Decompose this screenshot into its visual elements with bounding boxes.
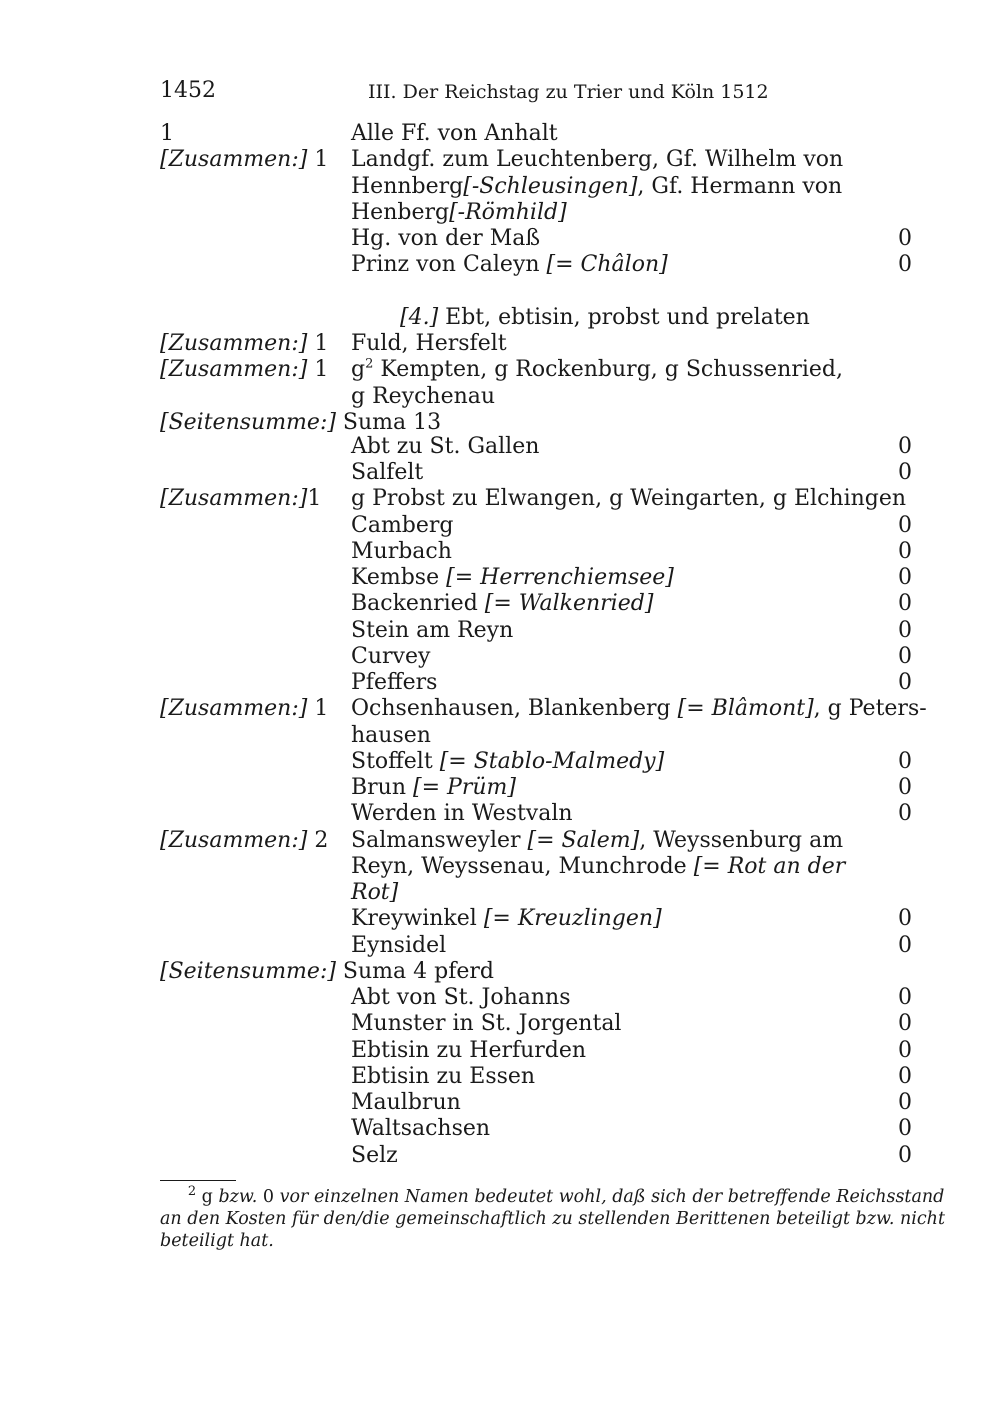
entry-value: 0: [898, 460, 912, 485]
entry-value: 0: [898, 1064, 912, 1089]
entry-name: Ochsenhausen, Blankenberg [= Blâmont], g Peters-: [351, 696, 927, 721]
entry-name: Selz: [351, 1143, 398, 1168]
entry-value: 0: [898, 591, 912, 616]
entry-name: Brun [= Prüm]: [351, 775, 516, 800]
entry-name: Hg. von der Maß: [351, 226, 541, 251]
entry-name: g Reychenau: [351, 384, 496, 409]
zusammen-label: [Zusammen:]1: [160, 486, 322, 511]
entry-name: Salfelt: [351, 460, 424, 485]
entry-value: 0: [898, 1011, 912, 1036]
page-number: 1452: [160, 78, 216, 103]
entry-name: Abt zu St. Gallen: [351, 434, 540, 459]
entry-value: 0: [898, 1143, 912, 1168]
zusammen-label: [Zusammen:] 2: [160, 828, 329, 853]
entry-name: Kembse [= Herrenchiemsee]: [351, 565, 674, 590]
entry-name: Werden in Westvaln: [351, 801, 573, 826]
entry-name: Rot]: [351, 880, 399, 905]
entry-name: Kreywinkel [= Kreuzlingen]: [351, 906, 662, 931]
entry-name: Stoffelt [= Stablo-Malmedy]: [351, 749, 665, 774]
entry-value: 0: [898, 933, 912, 958]
page-sum: [Seitensumme:] Suma 13: [160, 410, 442, 435]
entry-value: 0: [898, 749, 912, 774]
entry-value: 0: [898, 1038, 912, 1063]
entry-name: Fuld, Hersfelt: [351, 331, 507, 356]
entry-name: Waltsachsen: [351, 1116, 491, 1141]
entry-value: 0: [898, 539, 912, 564]
entry-name: Ebtisin zu Essen: [351, 1064, 536, 1089]
zusammen-label: [Zusammen:] 1: [160, 357, 329, 382]
entry-name: Camberg: [351, 513, 454, 538]
entry-name: Pfeffers: [351, 670, 438, 695]
footnote-text: an den Kosten für den/die gemeinschaftlich zu stellenden Berittenen beteiligt bzw. nicht: [160, 1209, 945, 1229]
entry-name: g Probst zu Elwangen, g Weingarten, g Elchingen: [351, 486, 907, 511]
entry-name: Hennberg[-Schleusingen], Gf. Hermann von: [351, 174, 843, 199]
footnote-marker: 2: [365, 356, 374, 372]
entry-value: 0: [898, 906, 912, 931]
entry-value: 0: [898, 434, 912, 459]
entry-name: $g^2$ Kempten, g Rockenburg, g Schussenried,: [351, 356, 843, 382]
entry-value: 0: [898, 513, 912, 538]
entry-value: 0: [898, 1090, 912, 1115]
entry-name: Curvey: [351, 644, 431, 669]
entry-name: Backenried [= Walkenried]: [351, 591, 654, 616]
entry-name: Salmansweyler [= Salem], Weyssenburg am: [351, 828, 844, 853]
entry-value: 0: [898, 670, 912, 695]
running-title: III. Der Reichstag zu Trier und Köln 1512: [368, 81, 769, 103]
entry-value: 0: [898, 1116, 912, 1141]
entry-name: Alle Ff. von Anhalt: [351, 121, 558, 146]
section-heading: [4.] Ebt, ebtisin, probst und prelaten: [400, 305, 810, 330]
entry-value: 0: [898, 801, 912, 826]
footnote-rule: [160, 1180, 236, 1181]
entry-name: Reyn, Weyssenau, Munchrode [= Rot an der: [351, 854, 846, 879]
entry-name: Stein am Reyn: [351, 618, 514, 643]
entry-name: hausen: [351, 723, 431, 748]
zusammen-label: [Zusammen:] 1: [160, 696, 329, 721]
zusammen-label: [Zusammen:] 1: [160, 147, 329, 172]
entry-value: 0: [898, 985, 912, 1010]
entry-value: 0: [898, 252, 912, 277]
entry-value: 0: [898, 775, 912, 800]
zusammen-label: [Zusammen:] 1: [160, 331, 329, 356]
entry-name: Abt von St. Johanns: [351, 985, 571, 1010]
footnote-text: beteiligt hat.: [160, 1231, 274, 1251]
entry-name: Murbach: [351, 539, 452, 564]
entry-name: Ebtisin zu Herfurden: [351, 1038, 587, 1063]
entry-value: 0: [898, 618, 912, 643]
entry-name: Henberg[-Römhild]: [351, 200, 567, 225]
footnote-text: $^2$ g bzw. 0 vor einzelnen Namen bedeutet wohl, daß sich der betreffende Reichsstand: [187, 1184, 945, 1207]
entry-count: 1: [160, 121, 174, 146]
page-sum: [Seitensumme:] Suma 4 pferd: [160, 959, 494, 984]
entry-name: Prinz von Caleyn [= Châlon]: [351, 252, 668, 277]
entry-name: Eynsidel: [351, 933, 447, 958]
entry-name: Maulbrun: [351, 1090, 461, 1115]
entry-name: Munster in St. Jorgental: [351, 1011, 622, 1036]
entry-value: 0: [898, 226, 912, 251]
entry-name: Landgf. zum Leuchtenberg, Gf. Wilhelm von: [351, 147, 844, 172]
entry-value: 0: [898, 565, 912, 590]
entry-value: 0: [898, 644, 912, 669]
